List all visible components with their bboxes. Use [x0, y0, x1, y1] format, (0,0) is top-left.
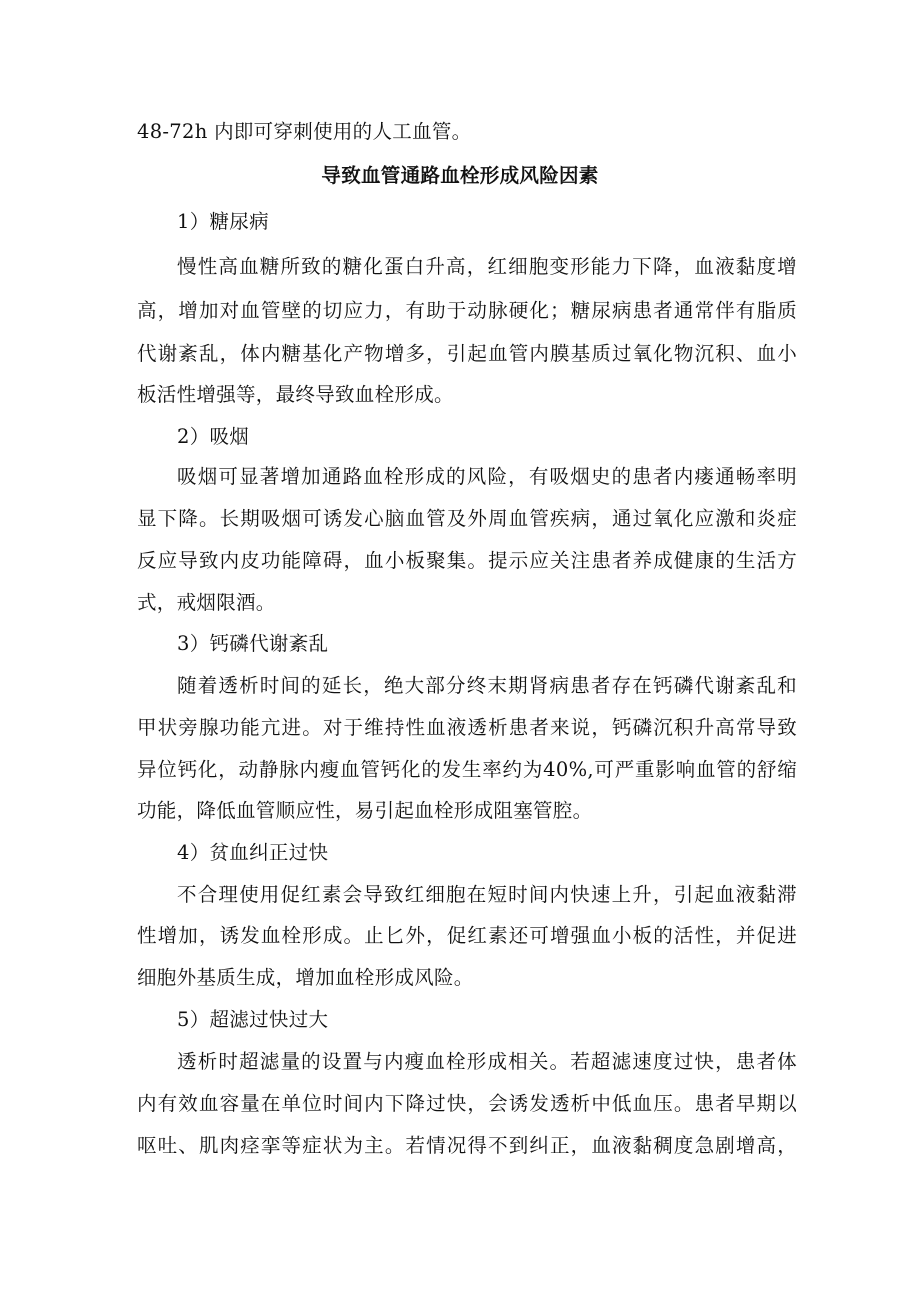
- text-line: 48-72h 内即可穿刺使用的人工血管。: [137, 120, 472, 143]
- text-line: 透析时超滤量的设置与内瘦血栓形成相关。若超滤速度过快，患者体: [177, 1050, 797, 1073]
- text-line: 细胞外基质生成，增加血栓形成风险。: [137, 966, 474, 989]
- text-line: 性增加，诱发血栓形成。止匕外，促红素还可增强血小板的活性，并促进: [137, 924, 797, 947]
- text-line: 甲状旁腺功能亢进。对于维持性血液透析患者来说，钙磷沉积升高常导致: [137, 716, 797, 739]
- subheading: 3）钙磷代谢紊乱: [177, 632, 329, 655]
- text-line: 慢性高血糖所致的糖化蛋白升高，红细胞变形能力下降，血液黏度增: [177, 255, 797, 278]
- text-line: 不合理使用促红素会导致红细胞在短时间内快速上升，引起血液黏滞: [177, 883, 797, 906]
- text-line: 板活性增强等，最终导致血栓形成。: [137, 383, 454, 406]
- subheading: 1）糖尿病: [177, 210, 269, 233]
- subheading: 5）超滤过快过大: [177, 1008, 329, 1031]
- text-line: 功能，降低血管顺应性，易引起血栓形成阻塞管腔。: [137, 799, 593, 822]
- text-line: 随着透析时间的延长，绝大部分终末期肾病患者存在钙磷代谢紊乱和: [177, 674, 797, 697]
- text-line: 异位钙化，动静脉内瘦血管钙化的发生率约为40%,可严重影响血管的舒缩: [137, 758, 797, 781]
- text-line: 吸烟可显著增加通路血栓形成的风险，有吸烟史的患者内瘘通畅率明: [177, 465, 797, 488]
- text-line: 呕吐、肌肉痉挛等症状为主。若情况得不到纠正，血液黏稠度急剧增高，: [137, 1134, 797, 1157]
- text-line: 高，增加对血管壁的切应力，有助于动脉硬化；糖尿病患者通常伴有脂质: [137, 299, 797, 322]
- text-line: 式，戒烟限酒。: [137, 591, 276, 614]
- text-line: 内有效血容量在单位时间内下降过快，会诱发透析中低血压。患者早期以: [137, 1092, 797, 1115]
- text-line: 代谢紊乱，体内糖基化产物增多，引起血管内膜基质过氧化物沉积、血小: [137, 342, 797, 365]
- subheading: 4）贫血纠正过快: [177, 841, 329, 864]
- subheading: 2）吸烟: [177, 425, 250, 448]
- text-line: 反应导致内皮功能障碍，血小板聚集。提示应关注患者养成健康的生活方: [137, 549, 797, 572]
- section-title: 导致血管通路血栓形成风险因素: [321, 164, 599, 187]
- text-line: 显下降。长期吸烟可诱发心脑血管及外周血管疾病，通过氧化应激和炎症: [137, 507, 797, 530]
